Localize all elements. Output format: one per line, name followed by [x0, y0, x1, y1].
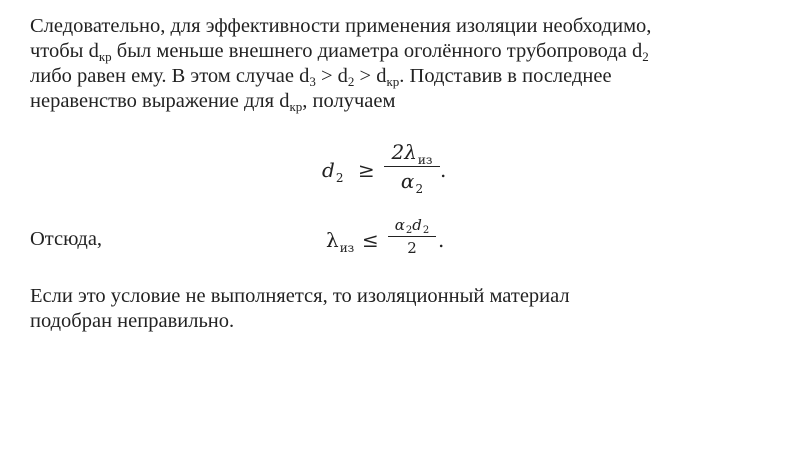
formula-lhs: $d_2$ — [322, 158, 344, 185]
label-hence: Отсюда, — [30, 228, 103, 250]
fraction-denominator: $\alpha_2$ — [400, 169, 424, 196]
text-line: чтобы $d_{кр}$ был меньше внешнего диаметра оголённого трубопровода $d_2$ — [30, 40, 649, 64]
paragraph-intro — [30, 14, 775, 114]
formula-conductivity-condition — [326, 216, 466, 266]
formula-lhs: $\lambda_{из}$ — [326, 228, 355, 255]
text-line: неравенство выражение для $d_{кр}$, получаем — [30, 90, 396, 114]
fraction-bar — [388, 236, 436, 237]
formula-period: . — [438, 228, 445, 252]
paragraph-conclusion — [30, 284, 775, 334]
fraction-numerator: $\alpha_2d_2$ — [394, 216, 430, 236]
formula-diameter-condition — [322, 140, 462, 206]
formula-relation: ≤ — [362, 228, 379, 252]
text-line: либо равен ему. В этом случае $d_3 > d_2 > d_{кр}$. Подставив в последнее — [30, 65, 612, 89]
formula-fraction — [384, 140, 440, 196]
formula-fraction — [388, 216, 436, 257]
fraction-numerator: $2\lambda_{из}$ — [391, 140, 433, 167]
text-line: Следовательно, для эффективности применения изоляции необходимо, — [30, 15, 652, 37]
formula-relation: ≥ — [358, 158, 375, 182]
text-line: Если это условие не выполняется, то изоляционный материал — [30, 285, 570, 307]
formula-period: . — [440, 158, 447, 182]
text-line: подобран неправильно. — [30, 310, 235, 332]
fraction-denominator: 2 — [407, 239, 417, 257]
